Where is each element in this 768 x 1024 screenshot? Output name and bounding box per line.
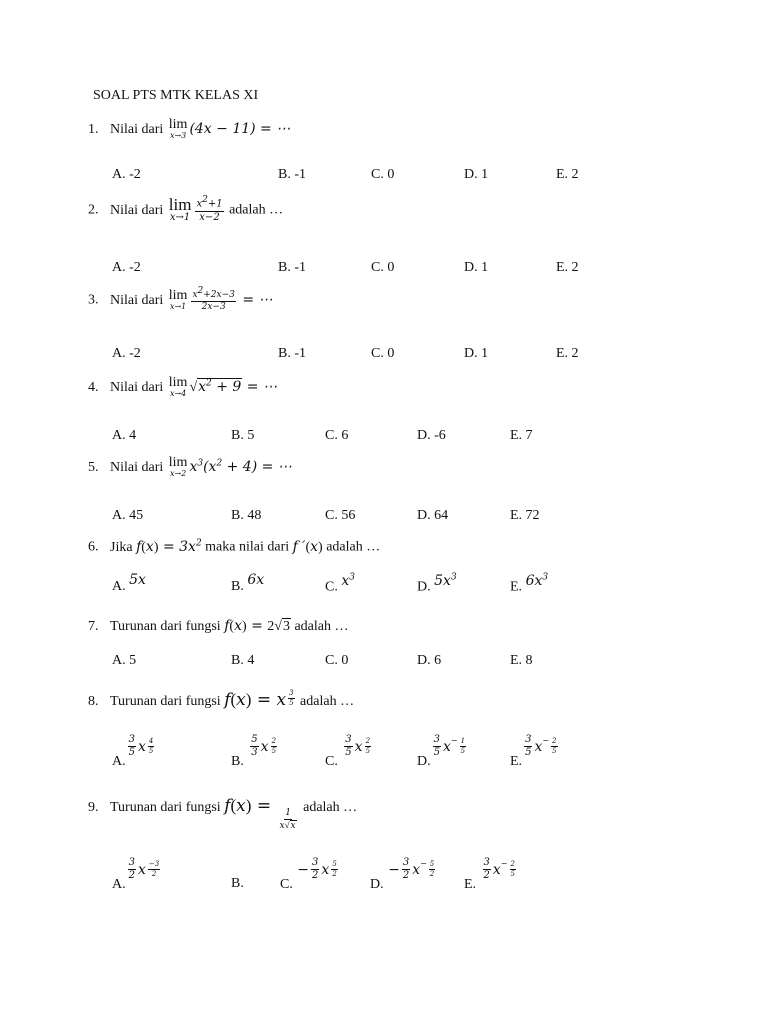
option-a[interactable]: A. $\frac{3}{2}$ x $\frac{-3}{2}$ (112, 857, 160, 892)
option-a[interactable]: A. -2 (112, 346, 141, 361)
option-d[interactable]: D. 1 (464, 167, 489, 182)
question-number: 8. (88, 694, 99, 709)
math-expression: f ′(x) (292, 538, 323, 555)
math-expression: lim x→1 $\frac{x2+1}{x-2}$ (168, 195, 223, 223)
option-d[interactable]: D. 64 (417, 508, 449, 523)
question-suffix: adalah … (326, 539, 381, 555)
option-e[interactable]: E. 8 (510, 653, 533, 668)
option-a[interactable]: A. 45 (112, 508, 144, 523)
question-text: Nilai dari (110, 460, 164, 475)
option-a[interactable]: A. 5x (112, 572, 146, 594)
question-number: 2. (88, 202, 99, 218)
question-6 (88, 538, 380, 556)
option-c[interactable]: C. − $\frac{3}{2}$ x $\frac{5}{2}$ (280, 857, 337, 892)
question-number: 3. (88, 292, 99, 308)
question-text: Nilai dari (110, 202, 164, 218)
question-text: Turunan dari fungsi (110, 619, 221, 634)
option-a[interactable]: A. 4 (112, 428, 137, 443)
option-a[interactable]: A. 5 (112, 653, 137, 668)
option-d[interactable]: D. $5x^3$ (417, 572, 457, 595)
question-5 (88, 456, 292, 478)
question-mid: maka nilai dari (205, 539, 290, 555)
math-expression: f(x) = 2√3 (224, 618, 290, 634)
option-a[interactable]: A. -2 (112, 260, 141, 275)
question-number: 5. (88, 460, 99, 475)
option-a[interactable]: A. $\frac{3}{5}$ x $\frac{4}{5}$ (112, 734, 154, 769)
question-number: 7. (88, 619, 99, 634)
page-title: SOAL PTS MTK KELAS XI (93, 88, 259, 103)
question-text: Jika (110, 539, 133, 555)
math-expression: f(x) = $\frac{1}{x√x}$ (224, 796, 296, 831)
option-b[interactable]: B. -1 (278, 346, 306, 361)
option-b[interactable]: B. 48 (231, 508, 262, 523)
option-c[interactable]: C. $x^3$ (325, 572, 355, 595)
math-expression: lim x→3 (4x − 11) = ⋯ (168, 117, 291, 140)
option-b[interactable]: B. -1 (278, 260, 306, 275)
question-1 (88, 118, 290, 140)
question-7 (88, 618, 349, 635)
question-text: Turunan dari fungsi (110, 694, 221, 709)
question-suffix: adalah … (229, 202, 284, 218)
math-expression: f(x) = x $\frac{3}{5}$ (224, 689, 294, 710)
option-d[interactable]: D. -6 (417, 428, 446, 443)
option-c[interactable]: C. 0 (371, 260, 395, 275)
math-expression: lim x→2 $x^3(x^2 + 4)$ = ⋯ (168, 455, 292, 478)
option-e[interactable]: E. 2 (556, 167, 579, 182)
question-text: Turunan dari fungsi (110, 800, 221, 815)
question-2 (88, 196, 283, 223)
question-3 (88, 287, 273, 312)
question-number: 9. (88, 800, 99, 815)
math-expression: lim x→1 $\frac{x2+2x-3}{2x-3}$ = ⋯ (168, 286, 273, 312)
option-c[interactable]: C. 56 (325, 508, 356, 523)
option-c[interactable]: C. 0 (371, 167, 395, 182)
option-e[interactable]: E. 2 (556, 346, 579, 361)
question-text: Nilai dari (110, 292, 164, 308)
option-d[interactable]: D. $\frac{3}{5}$ x− $\frac{1}{5}$ (417, 734, 466, 769)
option-b[interactable]: B. 5 (231, 428, 255, 443)
option-d[interactable]: D. 6 (417, 653, 442, 668)
option-e[interactable]: E. 72 (510, 508, 540, 523)
question-9 (88, 796, 357, 831)
option-c[interactable]: C. 0 (371, 346, 395, 361)
question-8 (88, 690, 354, 710)
option-c[interactable]: C. 6 (325, 428, 349, 443)
math-expression: lim x→4 $√x^2 + 9$ = ⋯ (168, 375, 277, 398)
question-number: 6. (88, 539, 99, 555)
question-4 (88, 376, 277, 398)
question-text: Nilai dari (110, 122, 164, 137)
question-number: 1. (88, 122, 99, 137)
option-b[interactable]: B. (231, 876, 244, 891)
option-d[interactable]: D. − $\frac{3}{2}$ x− $\frac{5}{2}$ (370, 857, 435, 892)
question-text: Nilai dari (110, 380, 164, 395)
option-e[interactable]: E. $\frac{3}{5}$ x− $\frac{2}{5}$ (510, 734, 557, 769)
option-b[interactable]: B. -1 (278, 167, 306, 182)
option-b[interactable]: B. $\frac{5}{3}$ x $\frac{2}{5}$ (231, 734, 277, 769)
option-d[interactable]: D. 1 (464, 346, 489, 361)
question-suffix: adalah … (294, 619, 349, 634)
option-e[interactable]: E. 2 (556, 260, 579, 275)
option-b[interactable]: B. 6x (231, 572, 265, 594)
math-expression: $f(x) = 3x^2$ (136, 538, 202, 555)
option-e[interactable]: E. 7 (510, 428, 533, 443)
question-suffix: adalah … (303, 800, 358, 815)
question-suffix: adalah … (300, 694, 355, 709)
option-d[interactable]: D. 1 (464, 260, 489, 275)
option-b[interactable]: B. 4 (231, 653, 255, 668)
option-c[interactable]: C. $\frac{3}{5}$ x $\frac{2}{5}$ (325, 734, 371, 769)
option-c[interactable]: C. 0 (325, 653, 349, 668)
option-e[interactable]: E. $6x^3$ (510, 572, 549, 595)
option-a[interactable]: A. -2 (112, 167, 141, 182)
option-e[interactable]: E. $\frac{3}{2}$ x− $\frac{2}{5}$ (464, 857, 515, 892)
question-number: 4. (88, 380, 99, 395)
